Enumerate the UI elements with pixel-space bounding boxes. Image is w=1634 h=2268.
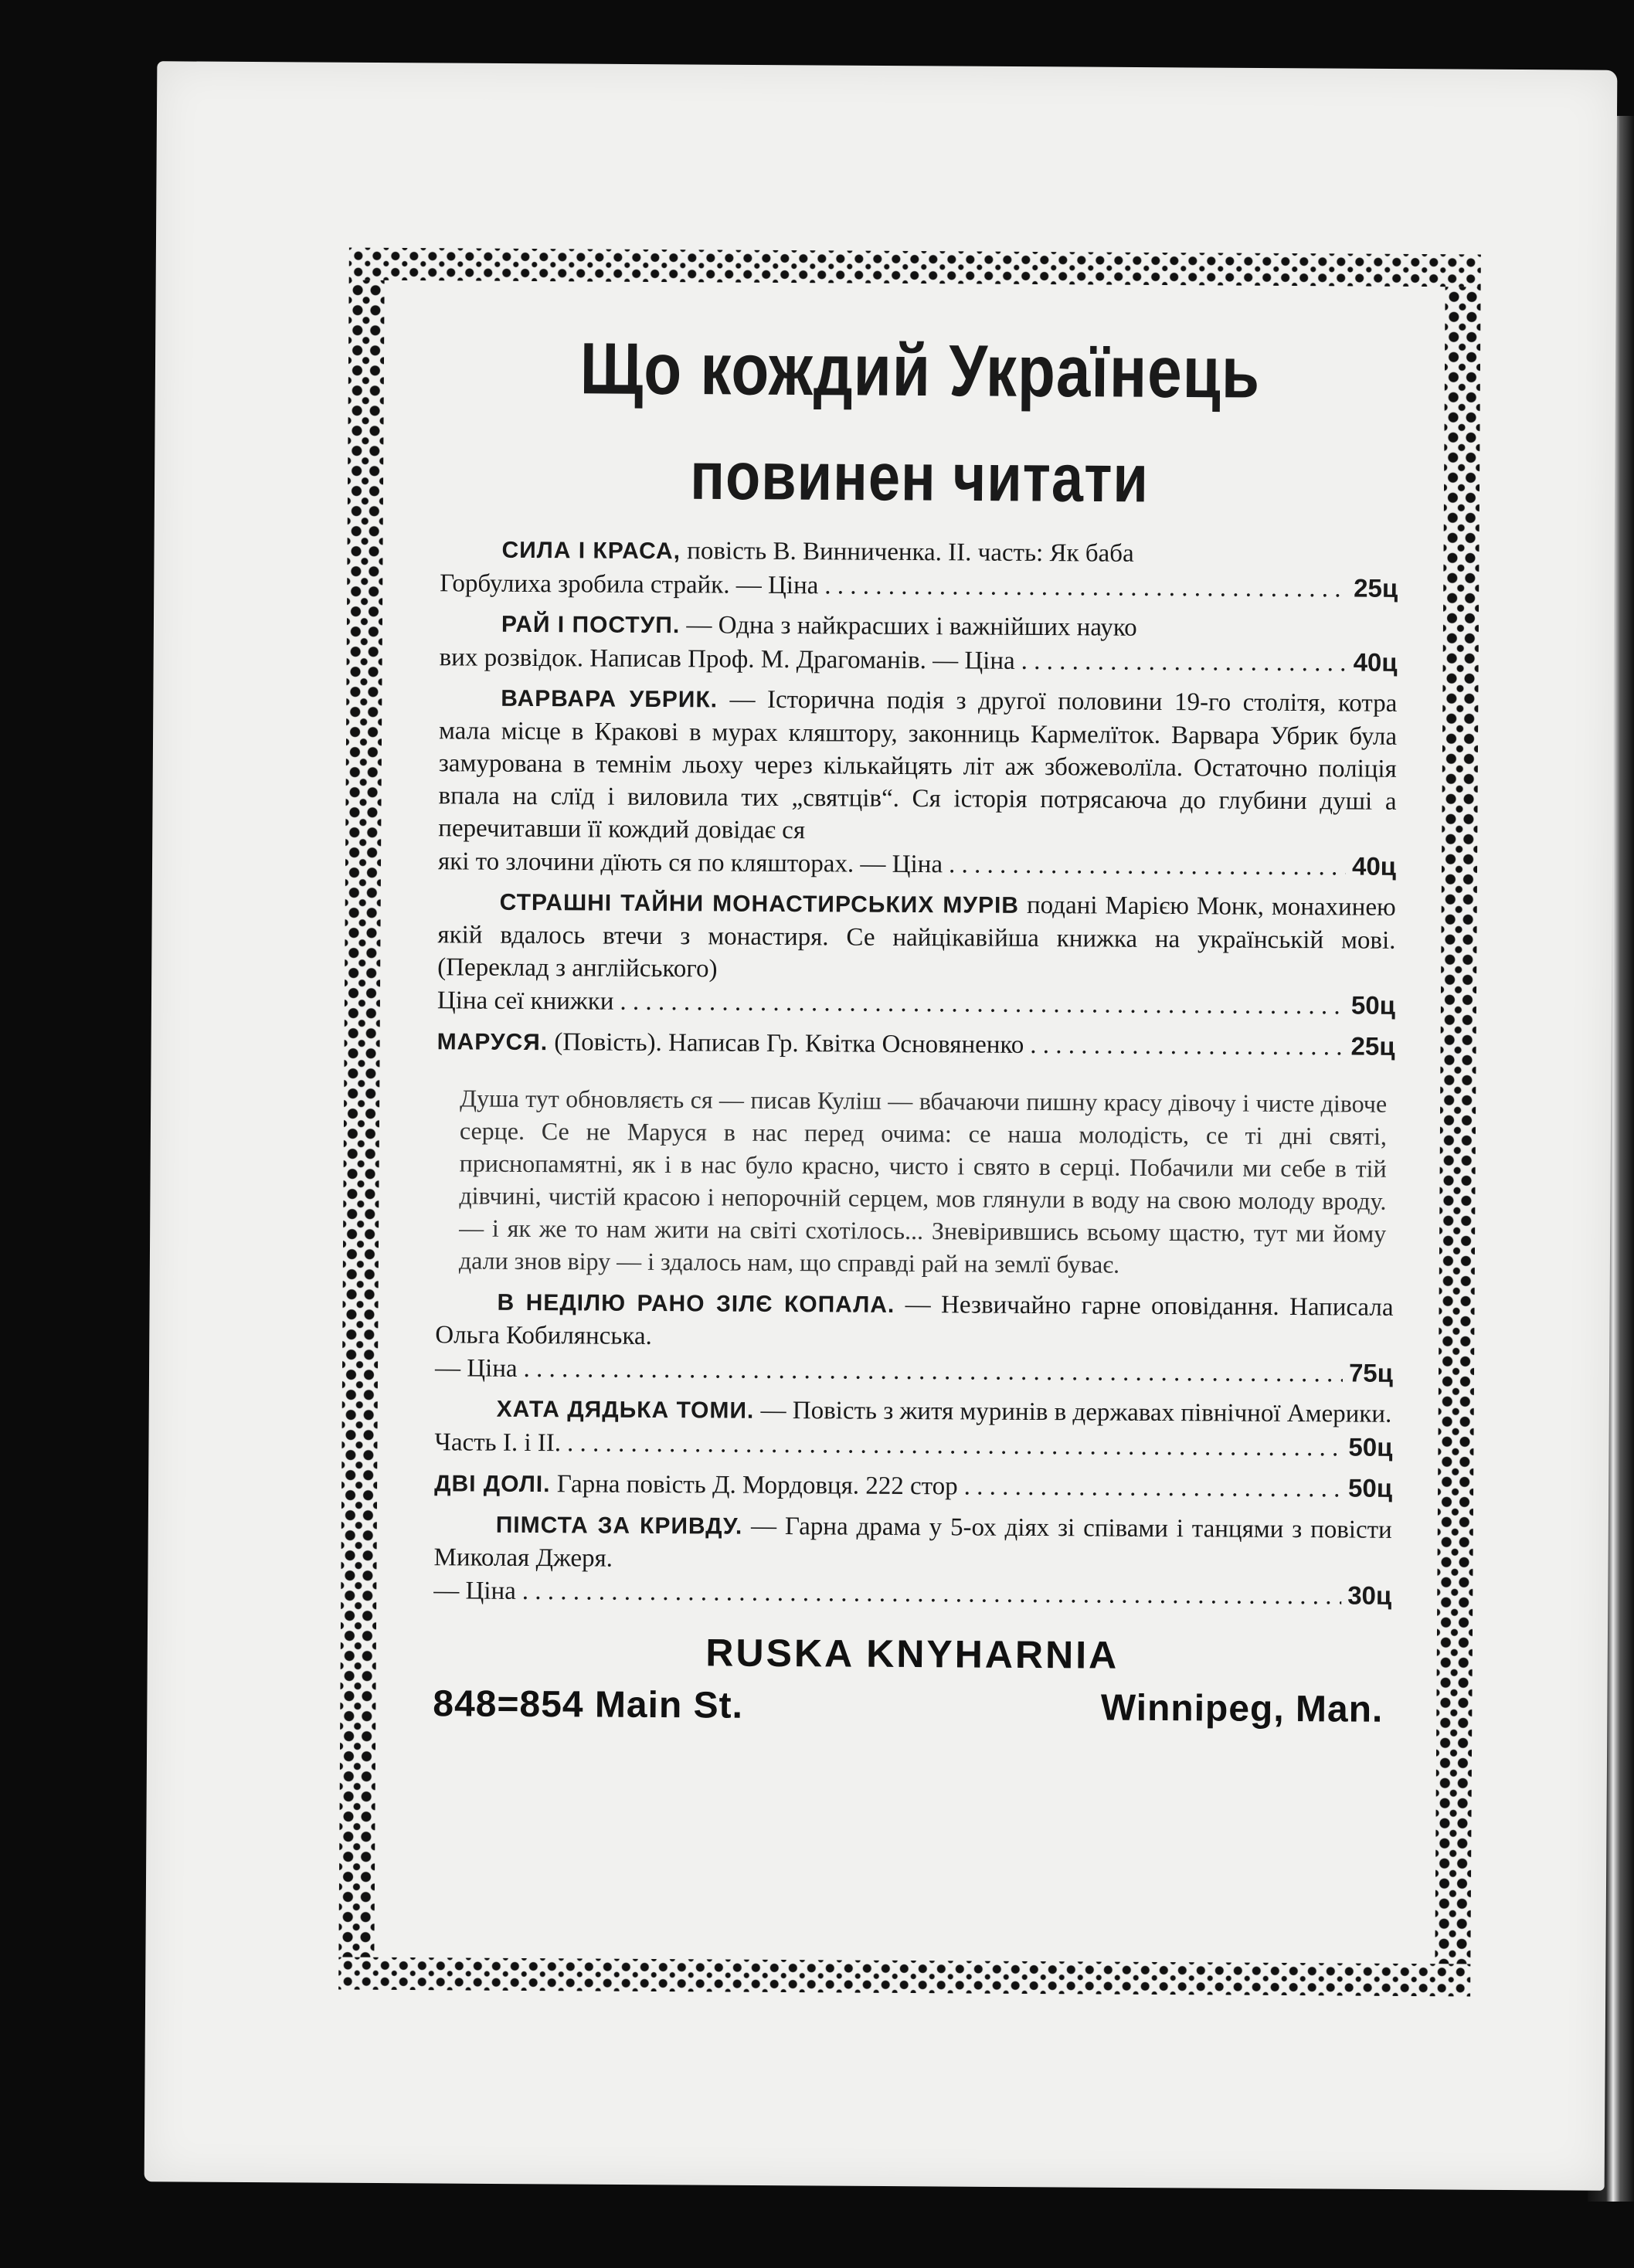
book-entry bbox=[435, 1285, 1394, 1390]
book-title: ДВІ ДОЛІ. bbox=[434, 1471, 551, 1498]
book-entry bbox=[440, 607, 1398, 680]
book-entry bbox=[440, 533, 1398, 606]
book-price-lead: Гарна повість Д. Мордовця. 222 стор bbox=[556, 1470, 958, 1501]
book-price-lead: Часть І. і ІІ. bbox=[434, 1428, 562, 1458]
book-price-lead: які то злочини дїють ся по кляшторах. — Ціна bbox=[437, 847, 943, 879]
book-price: 25ц bbox=[1350, 1031, 1395, 1061]
headline-line-1: Що кождий Українець bbox=[579, 328, 1261, 413]
book-entry bbox=[437, 1024, 1395, 1064]
book-title: ВАРВАРА УБРИК. bbox=[501, 685, 718, 713]
book-title: ХАТА ДЯДЬКА ТОМИ. bbox=[496, 1396, 755, 1424]
book-entry bbox=[433, 1508, 1392, 1613]
book-description: — Незвичайно гарне оповідання. Написала Ольга Кобилянська. bbox=[435, 1290, 1394, 1350]
leader-dots bbox=[620, 986, 1345, 1023]
leader-dots bbox=[824, 569, 1347, 605]
book-price-lead: Горбулиха зробила страйк. — Ціна bbox=[440, 569, 819, 600]
book-title: В НЕДІЛЮ РАНО ЗІЛЄ КОПАЛА. bbox=[497, 1289, 895, 1318]
ornament-border-top bbox=[349, 248, 1481, 287]
book-title: РАЙ І ПОСТУП. bbox=[501, 611, 681, 639]
book-title: МАРУСЯ. bbox=[437, 1029, 549, 1056]
book-description: — Повість з житя муринів в державах північної Америки. bbox=[754, 1396, 1392, 1428]
book-description: повість В. Винниченка. II. часть: Як баба bbox=[680, 537, 1134, 568]
review-quote: Душа тут обновляєть ся — писав Куліш — вбачаючи пишну красу дівочу і чисте дівоче серце. Се не Маруся в нас перед очима: се наша молодість, се ті дні святі, приснопамятні, як і в нас було красно, чисто і свято в серці. Побачили ми себе в тій дівчині, чистій красою і непорочній серцем, мов глянули в воду на свою молоду вроду. — і як же то нам жити на світі схотілось... Зневірившись всьому щастю, тут ми йому дали знов віру — і здалось нам, що справді рай на землї буває. bbox=[458, 1084, 1388, 1278]
book-entry bbox=[438, 681, 1398, 884]
book-entry bbox=[437, 885, 1396, 1023]
leader-dots bbox=[949, 848, 1346, 883]
book-description: — Гарна драма у 5-ох діях зі співами і танцями з повісти Миколая Джеря. bbox=[433, 1512, 1392, 1573]
book-price-lead: — Ціна bbox=[433, 1577, 516, 1605]
book-title: ПІМСТА ЗА КРИВДУ. bbox=[495, 1512, 743, 1540]
leader-dots bbox=[1030, 1029, 1345, 1063]
advertisement-content bbox=[433, 321, 1399, 1731]
city-address: Winnipeg, Man. bbox=[1100, 1687, 1384, 1730]
advertisement-frame bbox=[338, 248, 1481, 1997]
book-price-lead: — Ціна bbox=[434, 1354, 518, 1383]
leader-dots bbox=[523, 1353, 1343, 1390]
ornament-border-bottom bbox=[338, 1957, 1470, 1997]
book-entry bbox=[434, 1466, 1392, 1506]
headline-line-2: повинен читати bbox=[690, 437, 1150, 517]
book-price: 40ц bbox=[1351, 851, 1397, 881]
bookshop-address-row bbox=[433, 1682, 1391, 1731]
book-price: 40ц bbox=[1353, 647, 1398, 677]
book-price-lead: вих розвідок. Написав Проф. М. Драгоманів. — Ціна bbox=[439, 643, 1015, 675]
street-address: 848=854 Main St. bbox=[433, 1683, 744, 1726]
book-description: — Історична подія з другої половини 19-го столітя, котра мала місце в Кракові в мурах кляштору, законниць Кармелїток. Варвара Убрик була замурована в темнім льоху через кількайцять літ аж збожеволїла. Остаточно поліція впала на слїд і виловила тих „святців“. Ся історія потрясаюча до глубини душі а перечитавши її кождий довідає ся bbox=[438, 685, 1398, 845]
book-price: 50ц bbox=[1350, 990, 1396, 1020]
book-price: 30ц bbox=[1347, 1580, 1392, 1610]
bookshop-name: RUSKA KNYHARNIA bbox=[705, 1631, 1119, 1677]
book-price: 75ц bbox=[1348, 1358, 1394, 1387]
leader-dots bbox=[522, 1575, 1342, 1612]
book-price: 50ц bbox=[1348, 1473, 1393, 1502]
book-title: СИЛА І КРАСА, bbox=[501, 537, 681, 565]
book-price-lead: Ціна сеї книжки bbox=[437, 986, 614, 1016]
leader-dots bbox=[964, 1470, 1343, 1505]
book-description: — Одна з найкрасших і важнійших науко bbox=[680, 611, 1137, 642]
book-description: подані Марією Монк, монахинею якій вдалось втечи з монастиря. Се найцікавійша книжка на українській мові. (Переклад з англійського) bbox=[437, 891, 1396, 983]
book-title: СТРАШНІ ТАЙНИ МОНАСТИРСЬКИХ МУРІВ bbox=[499, 889, 1020, 918]
leader-dots bbox=[1021, 645, 1347, 680]
book-price: 25ц bbox=[1354, 573, 1398, 603]
book-price-lead: (Повість). Написав Гр. Квітка Основяненко bbox=[554, 1028, 1024, 1059]
leader-dots bbox=[567, 1427, 1343, 1464]
book-entry bbox=[434, 1392, 1393, 1465]
book-price: 50ц bbox=[1348, 1432, 1393, 1462]
